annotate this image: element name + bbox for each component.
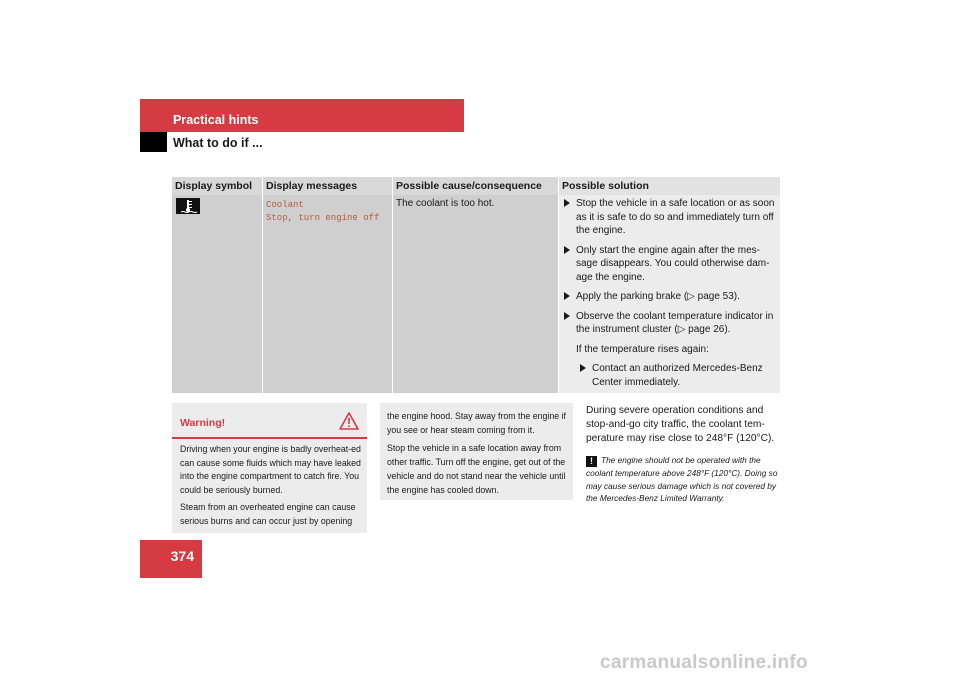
solution-list [563, 197, 778, 395]
header-display-symbol: Display symbol [172, 177, 262, 195]
cell-display-message [263, 195, 392, 393]
arrow-bullet-icon [564, 292, 570, 300]
followup-condition: If the temperature rises again: [576, 343, 709, 355]
solution-item: Observe the coolant temperature indicator in the instrument cluster (▷ page 26). [563, 310, 778, 337]
arrow-bullet-icon [564, 246, 570, 254]
warning-paragraph: the engine hood. Stay away from the engine if you see or hear steam coming from it. [387, 411, 566, 435]
header-possible-cause: Possible cause/consequence [393, 177, 558, 195]
cell-possible-cause [393, 195, 558, 393]
solution-item: Apply the parking brake (▷ page 53). [563, 290, 778, 304]
warning-title: Warning! [180, 417, 226, 429]
header-marker [140, 132, 167, 152]
page-number-box [140, 540, 202, 578]
warning-triangle-icon [339, 412, 359, 430]
warning-box [172, 403, 367, 533]
warning-continued-body [387, 409, 571, 501]
warning-paragraph: Steam from an overheated engine can cause serious burns and can occur just by opening [180, 502, 356, 526]
arrow-bullet-icon [564, 199, 570, 207]
message-line-2: Stop, turn engine off [266, 213, 380, 223]
subsection-title: What to do if ... [173, 136, 263, 150]
cause-text: The coolant is too hot. [396, 198, 495, 209]
warning-paragraph: Stop the vehicle in a safe location away from other traffic. Turn off the engine, get out of the vehicle and do not stand near the vehicle until the engine has cooled down. [387, 443, 566, 495]
solution-item: Only start the engine again after the mes-sage disappears. You could otherwise dam-age the engine. [563, 244, 778, 285]
cell-display-symbol [172, 195, 262, 393]
exclamation-icon: ! [586, 456, 597, 467]
followup-action: Contact an authorized Mercedes-Benz Center immediately. [563, 362, 778, 389]
page-number: 374 [170, 548, 194, 564]
warning-divider [172, 437, 367, 439]
solution-item: Stop the vehicle in a safe location or as soon as it is safe to do so and immediately turn off the engine. [563, 197, 778, 238]
warning-box-continued [380, 403, 573, 500]
note-text: The engine should not be operated with the coolant temperature above 248°F (120°C). Doing so may cause serious damage which is not covered by the Mercedes-Benz Limited Warranty. [586, 455, 778, 503]
header-possible-solution: Possible solution [559, 177, 780, 195]
message-text [266, 199, 379, 225]
arrow-bullet-icon [564, 312, 570, 320]
warning-body [180, 443, 365, 532]
display-messages-table [172, 177, 780, 393]
info-text: During severe operation conditions and stop-and-go city traffic, the coolant tem-perature may rise close to 248°F (120°C). [586, 405, 775, 444]
header-display-messages: Display messages [263, 177, 392, 195]
message-line-1: Coolant [266, 200, 304, 210]
note-box [586, 454, 786, 505]
cell-possible-solution [559, 195, 780, 393]
warning-paragraph: Driving when your engine is badly overheat-ed can cause some fluids which may have leaked into the engine compartment to catch fire. You could be seriously burned. [180, 444, 361, 495]
section-title: Practical hints [173, 113, 259, 127]
coolant-temperature-icon [176, 198, 200, 214]
arrow-bullet-icon [580, 364, 586, 372]
watermark: carmanualsonline.info [600, 652, 808, 673]
